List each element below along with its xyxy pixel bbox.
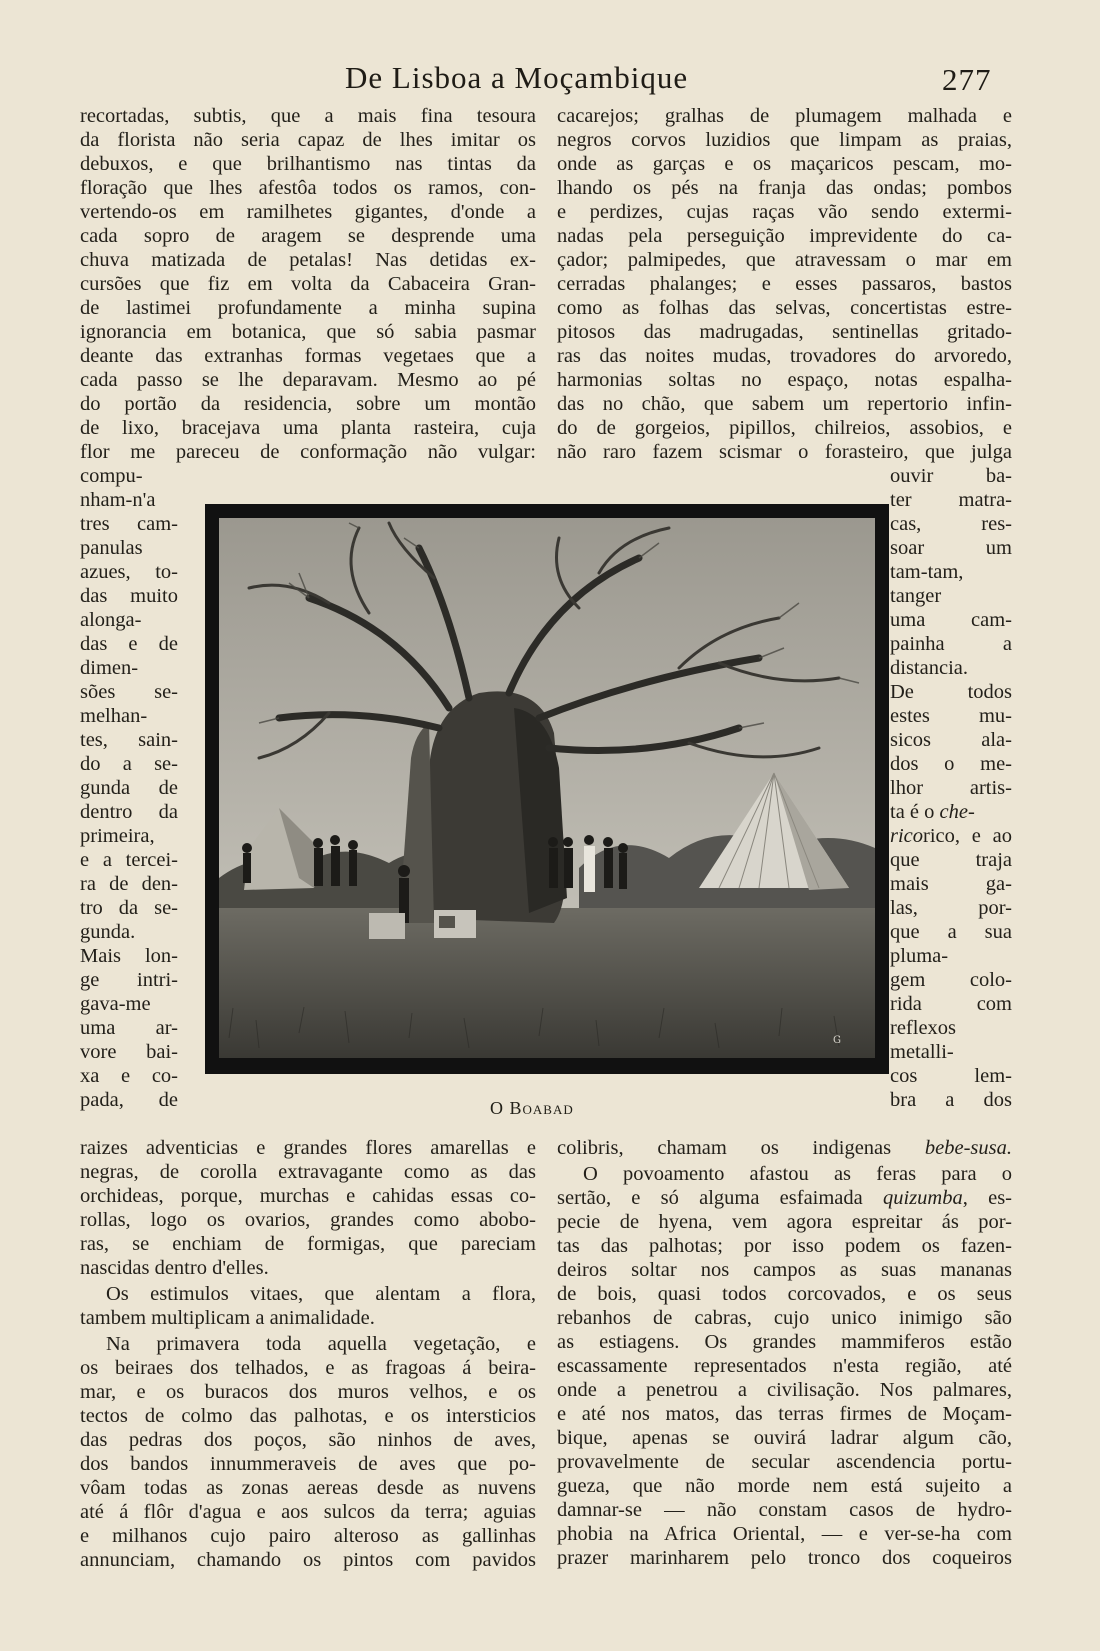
text-line: dentro da (80, 801, 178, 823)
text-line: ter matra- (890, 489, 1012, 511)
text-line: phobia na Africa Oriental, — e ver-se-ha com (557, 1523, 1012, 1545)
text-line: lhando os pés na franja das ondas; pombos (557, 177, 1012, 199)
text-line: primeira, (80, 825, 155, 847)
text-line: do a se- (80, 753, 178, 775)
text-line: escassamente representados n'esta região, até (557, 1355, 1012, 1377)
text-line: gem colo- (890, 969, 1012, 991)
text-line: ras, se enchiam de formigas, que pareciam (80, 1233, 536, 1255)
text-line: da florista não seria capaz de lhes imitar os (80, 129, 536, 151)
text-line: e até nos matos, das terras firmes de Moçam- (557, 1403, 1012, 1425)
text-line: ignorancia em botanica, que só sabia pasmar (80, 321, 536, 343)
text-line: nham-n'a (80, 489, 156, 511)
text-line: do de gorgeios, pipillos, chilreios, assobios, e (557, 417, 1012, 439)
text-line: rebanhos de cabras, cujo unico inimigo são (557, 1307, 1012, 1329)
text-line: recortadas, subtis, que a mais fina tesoura (80, 105, 536, 127)
italic-word: rico (890, 825, 924, 847)
text-line: dos o me- (890, 753, 1012, 775)
text-line: vore bai- (80, 1041, 178, 1063)
italic-word: bebe-susa. (924, 1137, 1012, 1159)
text-run: rico, e ao (923, 825, 1012, 847)
text-line: os beiraes dos telhados, e as fragoas á beira- (80, 1357, 536, 1379)
text-line: annunciam, chamando os pintos com pavidos (80, 1549, 536, 1571)
text-line: lhor artis- (890, 777, 1012, 799)
text-line: provavelmente de secular ascendencia portu- (557, 1451, 1012, 1473)
text-line: ra de den- (80, 873, 178, 895)
text-line: reflexos (890, 1017, 957, 1039)
text-run: , es- (962, 1187, 1012, 1209)
text-line: raizes adventicias e grandes flores amarellas e (80, 1137, 536, 1159)
text-line: deante das extranhas formas vegetaes que a (80, 345, 536, 367)
text-line: çador; palmipedes, que atravessam o mar em (557, 249, 1012, 271)
text-line: e a tercei- (80, 849, 178, 871)
text-line: alonga- (80, 609, 142, 631)
text-line: orchideas, porque, murchas e cahidas essas co- (80, 1185, 536, 1207)
text-line: dos bandos innummeraveis de aves que po- (80, 1453, 536, 1475)
baobab-photograph (205, 504, 889, 1074)
text-line: tas das palhotas; por isso podem os fazen- (557, 1235, 1012, 1257)
text-line: harmonias soltas no espaço, notas espalha- (557, 369, 1012, 391)
text-line: tes, sain- (80, 729, 178, 751)
text-line: flor me pareceu de conformação não vulgar: (80, 441, 536, 463)
text-line (557, 1136, 1012, 1160)
text-line: dimen- (80, 657, 139, 679)
text-line: cacarejos; gralhas de plumagem malhada e (557, 105, 1012, 127)
text-line: vôam todas as zonas aereas desde as nuvens (80, 1477, 536, 1499)
text-line: pada, de (80, 1089, 178, 1111)
text-line: as estiagens. Os grandes mammiferos estão (557, 1331, 1012, 1353)
text-line: tam-tam, (890, 561, 964, 583)
text-line: não raro fazem scismar o forasteiro, que julga (557, 441, 1012, 463)
text-line: distancia. (890, 657, 968, 679)
text-line: pluma- (890, 945, 949, 967)
text-line: das muito (80, 585, 178, 607)
paragraph-start: Os estimulos vitaes, que alentam a flora, (106, 1283, 536, 1305)
text-line: onde a penetrou a civilisação. Nos palmares, (557, 1379, 1012, 1401)
text-line (890, 800, 1012, 824)
text-line: compu- (80, 465, 143, 487)
text-line: soar um (890, 537, 1012, 559)
paragraph-start: O povoamento afastou as feras para o (583, 1163, 1012, 1185)
text-line: e milhanos cujo pairo alteroso as gallinhas (80, 1525, 536, 1547)
text-line: de bois, quasi todos corcovados, e os seus (557, 1283, 1012, 1305)
text-line: que a sua (890, 921, 1012, 943)
text-line: prazer marinharem pelo tronco dos coqueiros (557, 1547, 1012, 1569)
text-line: gava-me (80, 993, 151, 1015)
text-line: painha a (890, 633, 1012, 655)
text-line: onde as garças e os maçaricos pescam, mo- (557, 153, 1012, 175)
text-run: ta é o (890, 801, 940, 823)
text-line: cerradas phalanges; e esses passaros, bastos (557, 273, 1012, 295)
text-line: do portão da residencia, sobre um montão (80, 393, 536, 415)
text-line: ge intri- (80, 969, 178, 991)
text-line: nadas pela perseguição imprevidente do ca- (557, 225, 1012, 247)
text-line: tanger (890, 585, 942, 607)
text-line: ouvir ba- (890, 465, 1012, 487)
text-line: de lastimei profundamente a minha supina (80, 297, 536, 319)
text-line: como as folhas das selvas, concertistas estre- (557, 297, 1012, 319)
text-run: sertão, e só alguma esfaimada (557, 1187, 883, 1209)
text-line: negros corvos luzidios que limpam as praias, (557, 129, 1012, 151)
text-line: gunda. (80, 921, 136, 943)
text-line: vertendo-os em ramilhetes gigantes, d'onde a (80, 201, 536, 223)
text-line: gunda de (80, 777, 178, 799)
text-line: melhan- (80, 705, 148, 727)
text-line: tres cam- (80, 513, 178, 535)
text-line: mais ga- (890, 873, 1012, 895)
text-line: uma cam- (890, 609, 1012, 631)
text-line: xa e co- (80, 1065, 178, 1087)
text-line: tectos de colmo das palhotas, e os intersticios (80, 1405, 536, 1427)
text-line: cada passo se lhe deparavam. Mesmo ao pé (80, 369, 536, 391)
text-run: colibris, chamam os indigenas (557, 1137, 925, 1159)
text-line: das e de (80, 633, 178, 655)
text-line: uma ar- (80, 1017, 178, 1039)
text-line: nascidas dentro d'elles. (80, 1257, 269, 1279)
text-line: deiros soltar nos campos as suas mananas (557, 1259, 1012, 1281)
figure-caption: O Boabad (490, 1098, 574, 1118)
text-line: negras, de corolla extravagante como as das (80, 1161, 536, 1183)
text-line: estes mu- (890, 705, 1012, 727)
italic-word: che- (939, 801, 975, 823)
text-line: pitosos das madrugadas, sentinellas gritado- (557, 321, 1012, 343)
text-line: tro da se- (80, 897, 178, 919)
text-line: cursões que fiz em volta da Cabaceira Gran- (80, 273, 536, 295)
paragraph-start: Na primavera toda aquella vegetação, e (106, 1333, 536, 1355)
italic-word: quizumba (883, 1187, 963, 1209)
text-line: pecie de hyena, vem agora espreitar ás por- (557, 1211, 1012, 1233)
text-line: chuva matizada de petalas! Nas detidas ex- (80, 249, 536, 271)
text-line: bique, apenas se ouvirá ladrar algum cão, (557, 1427, 1012, 1449)
text-line: Mais lon- (80, 945, 178, 967)
text-line: até á flôr d'agua e aos sulcos da terra; aguias (80, 1501, 536, 1523)
text-line: ras das noites mudas, trovadores do arvoredo, (557, 345, 1012, 367)
text-line: de lixo, bracejava uma planta rasteira, cuja (80, 417, 536, 439)
text-line: sões se- (80, 681, 178, 703)
text-line (890, 824, 1012, 848)
text-line: rollas, logo os ovarios, grandes como abobo- (80, 1209, 536, 1231)
text-line: das pedras dos poços, são ninhos de aves, (80, 1429, 536, 1451)
text-line: gueza, que não morde nem está sujeito a (557, 1475, 1012, 1497)
photo-signature-mark: G (833, 1035, 841, 1046)
text-line: sicos ala- (890, 729, 1012, 751)
text-line: cos lem- (890, 1065, 1012, 1087)
text-line: bra a dos (890, 1089, 1012, 1111)
text-line: que traja (890, 849, 1012, 871)
text-line: floração que lhes afestôa todos os ramos, con- (80, 177, 536, 199)
baobab-photo-image (219, 518, 875, 1058)
running-title: De Lisboa a Moçambique (345, 60, 689, 95)
text-line: das no chão, que sabem um repertorio infin- (557, 393, 1012, 415)
page-number: 277 (942, 62, 992, 97)
text-line: De todos (890, 681, 1012, 703)
text-line: tambem multiplicam a animalidade. (80, 1307, 375, 1329)
text-line: azues, to- (80, 561, 178, 583)
text-line (557, 1186, 1012, 1210)
text-line: debuxos, e que brilhantismo nas tintas da (80, 153, 536, 175)
text-line: panulas (80, 537, 143, 559)
text-line: metalli- (890, 1041, 954, 1063)
text-line: rida com (890, 993, 1012, 1015)
text-line: damnar-se — não constam casos de hydro- (557, 1499, 1012, 1521)
text-line: cas, res- (890, 513, 1012, 535)
text-line: cada sopro de aragem se desprende uma (80, 225, 536, 247)
text-line: las, por- (890, 897, 1012, 919)
text-line: e perdizes, cujas raças vão sendo extermi- (557, 201, 1012, 223)
text-line: mar, e os buracos dos muros velhos, e os (80, 1381, 536, 1403)
